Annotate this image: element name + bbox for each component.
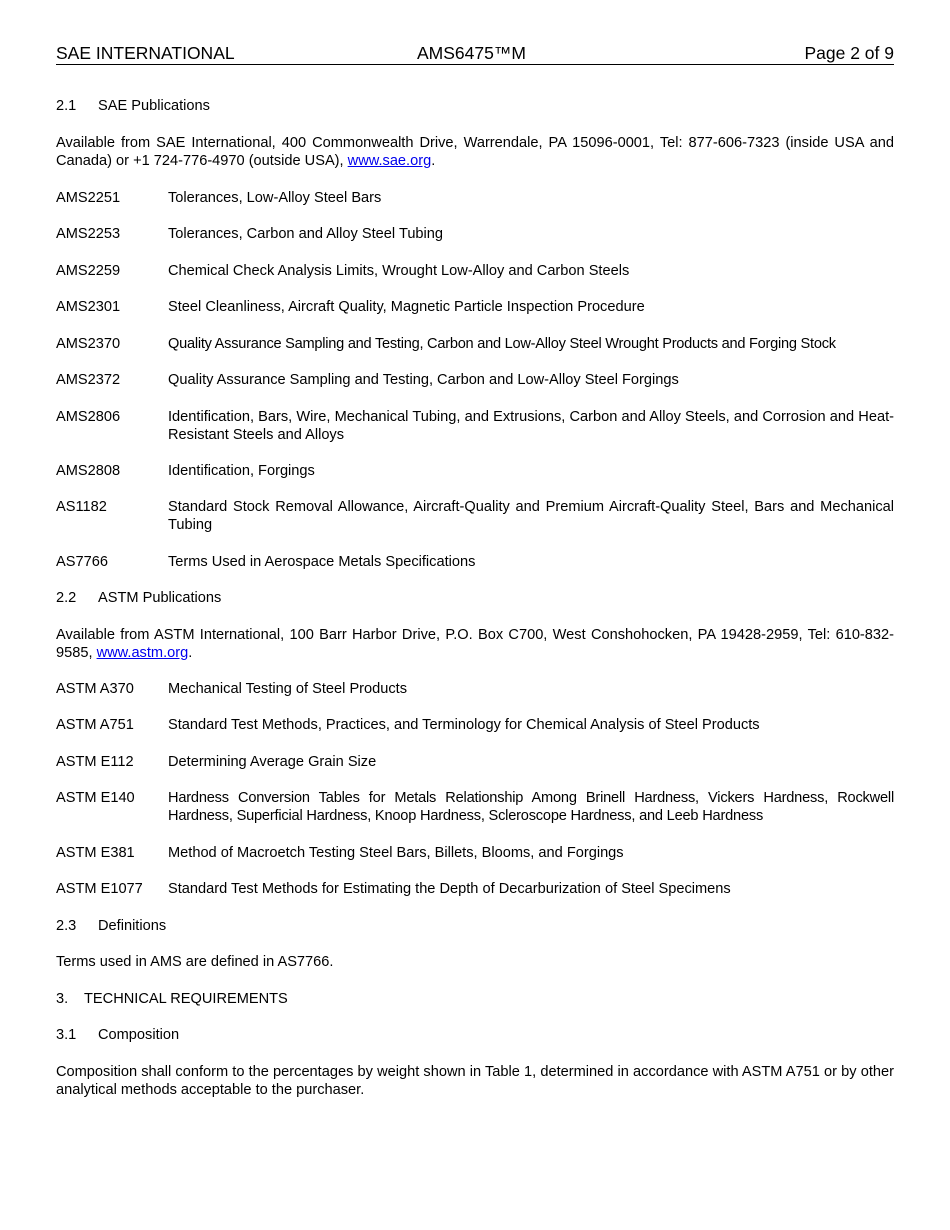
reference-code: AMS2372 (56, 372, 121, 388)
heading-3 (56, 991, 894, 1009)
astm-website-link[interactable]: www.astm.org (96, 644, 189, 661)
reference-title: Chemical Check Analysis Limits, Wrought Low-Alloy and Carbon Steels (168, 263, 630, 279)
composition-paragraph: Composition shall conform to the percentages by weight shown in Table 1, determined in accordance with ASTM A751 or by other analytical methods acceptable to the purchaser. (56, 1064, 894, 1098)
reference-code: ASTM E1077 (56, 881, 143, 897)
reference-title: Identification, Bars, Wire, Mechanical Tubing, and Extrusions, Carbon and Alloy Steels, and Corrosion and Heat-Resistant Steels and Alloys (168, 409, 894, 443)
period: . (188, 644, 193, 661)
reference-code: AMS2253 (56, 226, 121, 242)
heading-3-1 (56, 1027, 894, 1045)
reference-title: Standard Test Methods for Estimating the Depth of Decarburization of Steel Specimens (168, 881, 731, 897)
section-title: ASTM Publications (98, 590, 222, 606)
reference-title: Determining Average Grain Size (168, 754, 377, 770)
reference-code: AMS2808 (56, 463, 121, 479)
page-header (56, 43, 894, 65)
reference-title: Terms Used in Aerospace Metals Specifications (168, 554, 476, 570)
sae-website-link[interactable]: www.sae.org (347, 152, 432, 169)
reference-code: AMS2806 (56, 409, 121, 425)
reference-code: AMS2370 (56, 336, 121, 352)
reference-code: ASTM E112 (56, 754, 134, 770)
availability-text: Available from SAE International, 400 Commonwealth Drive, Warrendale, PA 15096-0001, Tel: 877-606-7323 (inside USA and Canada) or +1 724-776-4970 (outside USA), (56, 135, 894, 169)
reference-title: Method of Macroetch Testing Steel Bars, Billets, Blooms, and Forgings (168, 845, 624, 861)
definitions-paragraph: Terms used in AMS are defined in AS7766. (56, 954, 334, 970)
astm-availability-paragraph (56, 627, 894, 663)
reference-code: ASTM A751 (56, 717, 134, 733)
sae-availability-paragraph (56, 135, 894, 171)
reference-code: AMS2259 (56, 263, 121, 279)
section-number: 3.1 (56, 1027, 77, 1043)
section-number: 2.1 (56, 98, 77, 114)
availability-text: Available from ASTM International, 100 Barr Harbor Drive, P.O. Box C700, West Conshohocken, PA 19428-2959, Tel: 610-832-9585, (56, 627, 894, 661)
reference-code: ASTM E381 (56, 845, 135, 861)
header-publisher: SAE INTERNATIONAL (56, 43, 235, 63)
reference-title: Quality Assurance Sampling and Testing, Carbon and Low-Alloy Steel Wrought Products and Forging Stock (168, 336, 836, 352)
reference-title: Tolerances, Low-Alloy Steel Bars (168, 190, 382, 206)
reference-title: Tolerances, Carbon and Alloy Steel Tubing (168, 226, 444, 242)
reference-code: ASTM E140 (56, 790, 135, 806)
reference-code: AS1182 (56, 499, 107, 515)
section-number: 3. (56, 991, 69, 1007)
heading-2-3 (56, 918, 894, 936)
reference-title: Identification, Forgings (168, 463, 315, 479)
period: . (431, 152, 436, 169)
reference-code: AMS2301 (56, 299, 121, 315)
section-title: SAE Publications (98, 98, 210, 114)
section-number: 2.2 (56, 590, 77, 606)
section-title: Definitions (98, 918, 167, 934)
section-number: 2.3 (56, 918, 77, 934)
reference-code: AS7766 (56, 554, 108, 570)
reference-code: ASTM A370 (56, 681, 134, 697)
header-page-number: Page 2 of 9 (804, 43, 894, 63)
section-title: Composition (98, 1027, 180, 1043)
heading-2-2 (56, 590, 894, 608)
header-document-number: AMS6475™M (417, 43, 526, 63)
reference-title: Steel Cleanliness, Aircraft Quality, Magnetic Particle Inspection Procedure (168, 299, 645, 315)
reference-title: Standard Test Methods, Practices, and Terminology for Chemical Analysis of Steel Products (168, 717, 760, 733)
reference-title: Mechanical Testing of Steel Products (168, 681, 408, 697)
heading-2-1 (56, 98, 894, 116)
reference-title: Hardness Conversion Tables for Metals Relationship Among Brinell Hardness, Vickers Hardness, Rockwell Hardness, Superficial Hardness, Knoop Hardness, Scleroscope Hardness, and Leeb Hardness (168, 790, 894, 824)
section-title: TECHNICAL REQUIREMENTS (84, 991, 288, 1007)
reference-code: AMS2251 (56, 190, 121, 206)
reference-title: Quality Assurance Sampling and Testing, Carbon and Low-Alloy Steel Forgings (168, 372, 679, 388)
reference-title: Standard Stock Removal Allowance, Aircraft-Quality and Premium Aircraft-Quality Steel, Bars and Mechanical Tubing (168, 499, 894, 533)
